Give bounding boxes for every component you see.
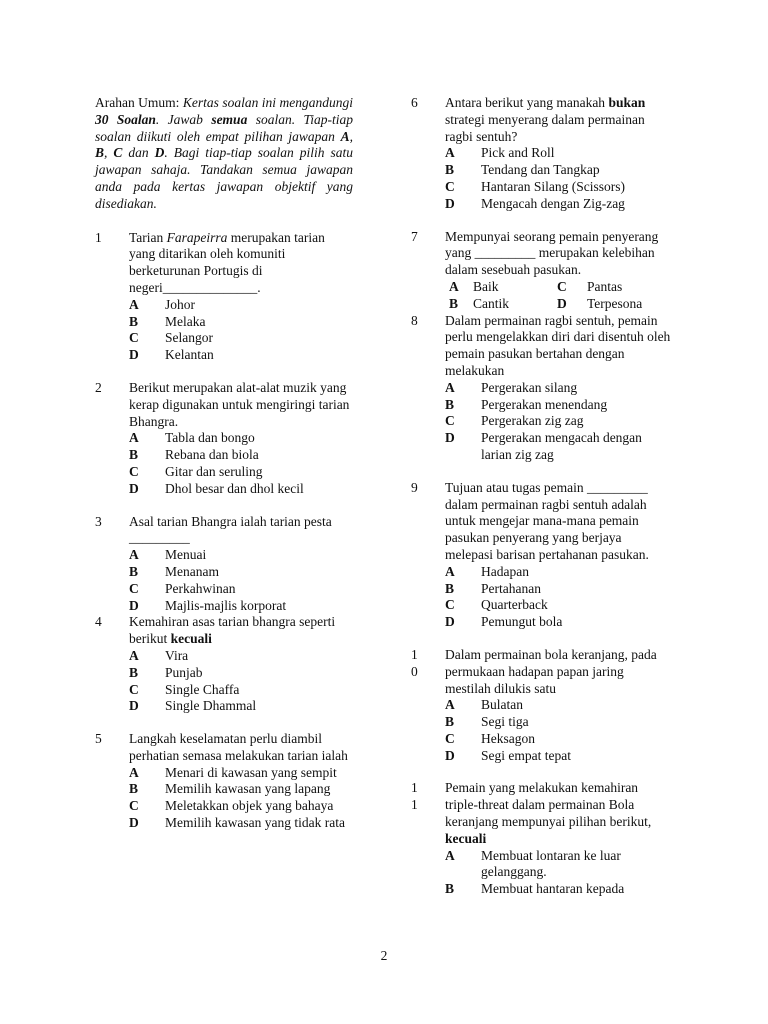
option[interactable]: D Mengacah dengan Zig-zag (445, 195, 625, 211)
option-text[interactable]: Pantas (587, 278, 623, 294)
question-text: Dalam permainan ragbi sentuh, pemain perlu mengelakkan diri dari disentuh oleh pemain pasukan bertahan dengan melakukan (445, 312, 671, 378)
option[interactable]: C Quarterback (445, 597, 548, 613)
option-letter[interactable]: B (449, 295, 459, 311)
question-number: 1 (95, 229, 102, 245)
option[interactable]: D Pemungut bola (445, 614, 563, 630)
option-grid (445, 279, 671, 313)
option[interactable]: C Single Chaffa (129, 681, 240, 697)
option-letter[interactable]: A (449, 278, 459, 294)
option[interactable]: A Bulatan (445, 697, 523, 713)
question-number: 2 (95, 379, 102, 395)
option[interactable]: A Johor (129, 296, 195, 312)
option[interactable]: C Hantaran Silang (Scissors) (445, 178, 625, 194)
question-7 (411, 229, 671, 313)
question-text: Pemain yang melakukan kemahiran triple-threat dalam permainan Bola keranjang mempunyai pilihan berikut, kecuali (445, 780, 652, 846)
option[interactable]: C Perkahwinan (129, 580, 236, 596)
question-text: Asal tarian Bhangra ialah tarian pesta _________ (129, 513, 332, 546)
option[interactable]: C Pergerakan zig zag (445, 413, 584, 429)
option[interactable]: D Memilih kawasan yang tidak rata (129, 815, 345, 831)
question-text: Dalam permainan bola keranjang, pada permukaan hadapan papan jaring mestilah dilukis satu (445, 646, 657, 696)
option[interactable]: B Rebana dan biola (129, 447, 259, 463)
right-column (411, 95, 671, 898)
option[interactable]: D Segi empat tepat (445, 747, 571, 763)
option[interactable]: D Kelantan (129, 347, 214, 363)
left-column (95, 95, 353, 848)
option-letter[interactable]: C (557, 278, 567, 294)
option[interactable]: B Segi tiga (445, 714, 529, 730)
option-letter[interactable]: D (557, 295, 567, 311)
question-text: Mempunyai seorang pemain penyerang yang _________ merupakan kelebihan dalam sesebuah pasukan. (445, 228, 659, 278)
option[interactable]: A Pick and Roll (445, 145, 555, 161)
question-number: 1 (411, 780, 418, 796)
option[interactable]: D Dhol besar dan dhol kecil (129, 480, 304, 496)
option[interactable]: B Menanam (129, 563, 219, 579)
question-3 (95, 514, 353, 615)
question-number: 9 (411, 479, 418, 495)
question-number: 5 (95, 731, 102, 747)
option[interactable]: A Membuat lontaran ke luar gelanggang. (445, 847, 621, 880)
general-instructions: Arahan Umum: Kertas soalan ini mengandungi 30 Soalan. Jawab semua soalan. Tiap-tiap soalan diikuti oleh empat pilihan jawapan A, B, C dan D. Bagi tiap-tiap soalan pilih satu jawapan sahaja. Tandakan semua jawapan anda pada kertas jawapan objektif yang disediakan. (95, 95, 354, 211)
question-number: 6 (411, 95, 418, 110)
option[interactable]: A Menuai (129, 547, 207, 563)
question-number-wrap: 1 (411, 797, 418, 813)
option[interactable]: B Melaka (129, 313, 206, 329)
option[interactable]: C Selangor (129, 330, 213, 346)
question-text: Berikut merupakan alat-alat muzik yang kerap digunakan untuk mengiringi tarian Bhangra. (129, 379, 350, 429)
question-10 (411, 647, 671, 765)
option[interactable]: A Menari di kawasan yang sempit (129, 764, 337, 780)
option-text[interactable]: Cantik (473, 295, 509, 311)
question-2 (95, 380, 353, 498)
question-4 (95, 614, 353, 715)
option-text[interactable]: Baik (473, 278, 499, 294)
page-number: 2 (380, 948, 388, 963)
question-text: Tujuan atau tugas pemain _________ dalam permainan ragbi sentuh adalah untuk mengejar mana-mana pemain pasukan penyerang yang berjaya melepasi barisan pertahanan pasukan. (445, 479, 649, 562)
option[interactable]: B Memilih kawasan yang lapang (129, 781, 331, 797)
question-text: Kemahiran asas tarian bhangra seperti berikut kecuali (129, 614, 336, 647)
option[interactable]: C Heksagon (445, 730, 535, 746)
option[interactable]: A Vira (129, 647, 189, 663)
option[interactable]: B Pergerakan menendang (445, 396, 608, 412)
question-number: 3 (95, 513, 102, 529)
question-11 (411, 780, 671, 898)
option[interactable]: A Pergerakan silang (445, 379, 578, 395)
option[interactable]: C Gitar dan seruling (129, 463, 263, 479)
question-8 (411, 313, 671, 464)
question-number-wrap: 0 (411, 663, 418, 679)
option[interactable]: B Tendang dan Tangkap (445, 162, 600, 178)
question-number: 8 (411, 312, 418, 328)
question-6 (411, 95, 671, 213)
option[interactable]: D Majlis-majlis korporat (129, 597, 287, 613)
option[interactable]: D Single Dhammal (129, 698, 257, 714)
question-5 (95, 731, 353, 832)
option[interactable]: D Pergerakan mengacah dengan larian zig zag (445, 430, 642, 462)
question-number: 1 (411, 646, 418, 662)
option[interactable]: B Pertahanan (445, 580, 541, 596)
question-text: Antara berikut yang manakah bukan strategi menyerang dalam permainan ragbi sentuh? (445, 95, 646, 144)
question-1 (95, 230, 353, 364)
question-text: Tarian Farapeirra merupakan tarian yang ditarikan oleh komuniti berketurunan Portugis di negeri______________. (129, 229, 325, 295)
option[interactable]: A Hadapan (445, 563, 529, 579)
question-number: 7 (411, 228, 418, 244)
question-9 (411, 480, 671, 631)
question-number: 4 (95, 614, 102, 630)
option[interactable]: A Tabla dan bongo (129, 430, 255, 446)
option[interactable]: C Meletakkan objek yang bahaya (129, 798, 334, 814)
option[interactable]: B Membuat hantaran kepada (445, 881, 625, 897)
option-text[interactable]: Terpesona (587, 295, 643, 311)
option[interactable]: B Punjab (129, 664, 203, 680)
question-text: Langkah keselamatan perlu diambil perhatian semasa melakukan tarian ialah (129, 731, 348, 763)
